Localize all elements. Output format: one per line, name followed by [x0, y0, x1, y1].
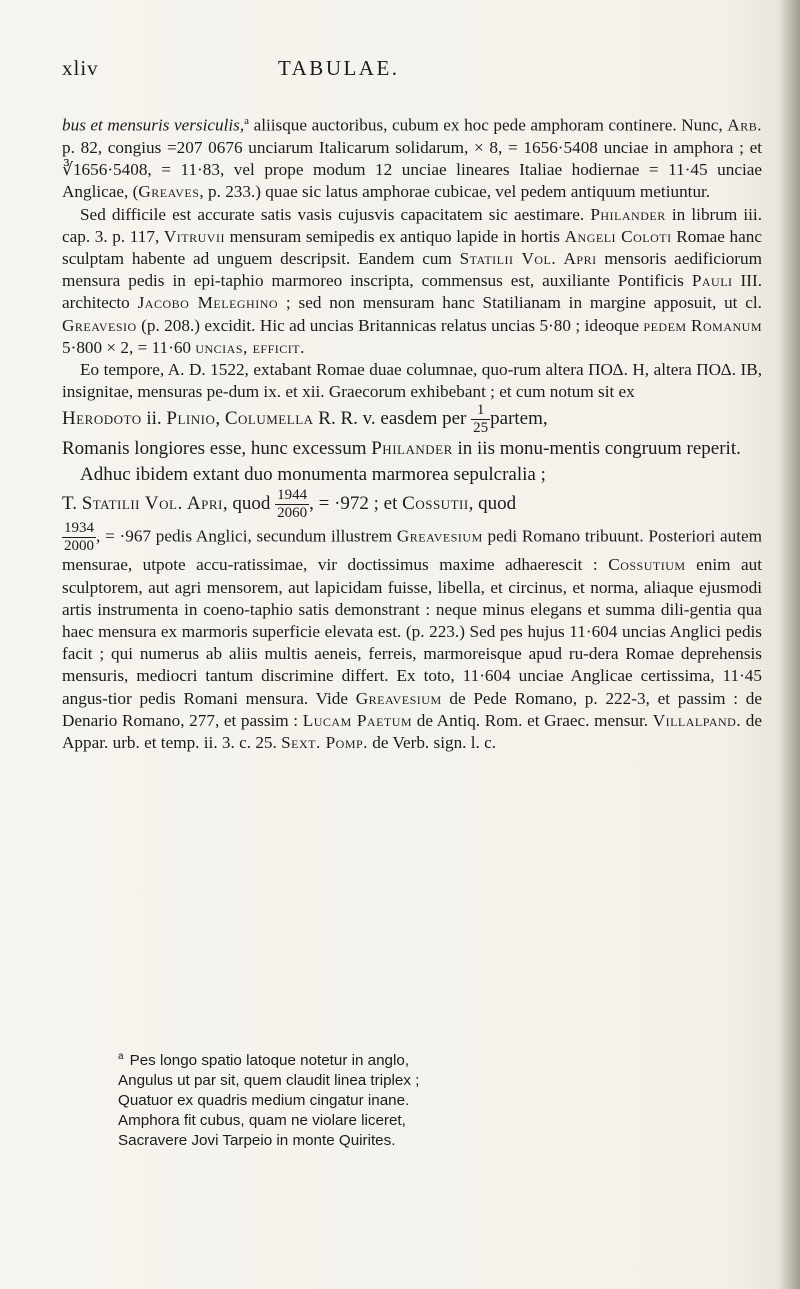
- footnote-text: Angulus ut par sit, quem claudit linea triplex ;: [118, 1072, 420, 1090]
- author-name: Herodoto: [62, 408, 142, 430]
- text-run: , = ·967 pedis Anglici, secundum illustrem: [96, 526, 397, 546]
- footnote-text: Sacravere Jovi Tarpeio in monte Quirites.: [118, 1132, 396, 1150]
- author-name: Villalpand.: [652, 710, 742, 730]
- author-name: Sext. Pomp.: [281, 733, 368, 752]
- fraction-numerator: 1: [471, 403, 490, 420]
- person-name: Cossutii: [402, 493, 469, 515]
- fraction: [62, 521, 96, 554]
- fraction-numerator: 1934: [64, 520, 94, 537]
- text-run: , p. 233.) quae sic latus amphorae cubicae, vel pedem antiquum metiuntur.: [199, 182, 711, 202]
- fraction: [275, 488, 309, 521]
- fraction-denominator: 25: [473, 420, 489, 437]
- italic-text: bus et mensuris versiculis,: [62, 115, 245, 135]
- page-header: [62, 50, 762, 86]
- page-gutter-shadow: [778, 0, 800, 1289]
- text-run: in librum iii. cap. 3. p. 117,: [62, 204, 763, 246]
- footnote-text: Quatuor ex quadris medium cingatur inane.: [118, 1092, 410, 1110]
- text-run: aliisque auctoribus, cubum ex hoc pede amphoram continere. Nunc,: [249, 115, 728, 135]
- text-run: ; sed non mensuram hanc Statilianam in margine apposuit, ut cl.: [278, 293, 762, 313]
- text-run: ii.: [141, 408, 167, 430]
- author-name: Columella: [224, 408, 314, 430]
- footnote-line: [118, 1111, 718, 1131]
- fraction: [471, 403, 490, 436]
- text-run: Sed difficile est accurate satis vasis cujusvis capacitatem sic aestimare.: [80, 204, 591, 224]
- running-head: TABULAE.: [278, 56, 400, 80]
- person-name: Statilii Vol. Apri: [81, 493, 223, 515]
- person-name: Jacobo Meleghino: [137, 293, 279, 313]
- text-run: T.: [62, 493, 82, 515]
- footnote-line: [118, 1071, 718, 1091]
- text-run: Romanis longiores esse, hunc excessum: [62, 438, 372, 460]
- author-name: Philander: [371, 438, 453, 460]
- footnote-line: [118, 1091, 718, 1111]
- text-run: (p. 208.) excidit. Hic ad uncias Britannicas relatus uncias 5·80 ; ideoque: [136, 315, 644, 335]
- paragraph-4-formula: [62, 488, 762, 521]
- paragraph-4: [62, 462, 762, 488]
- paragraph-4-body: [62, 521, 762, 754]
- author-name: Greaves: [138, 182, 200, 202]
- text-run: mensuram semipedis ex antiquo lapide in hortis: [224, 226, 565, 246]
- person-name: Angeli Coloti: [564, 226, 672, 246]
- person-name: Pauli: [691, 271, 733, 291]
- footnote-line: [118, 1131, 718, 1151]
- footnote: [118, 1047, 718, 1151]
- text-run: Romae hanc sculptam habente ad unguem descripsit. Eandem cum: [62, 226, 762, 268]
- author-name: Greavesium: [396, 526, 483, 546]
- fraction-denominator: 2000: [64, 538, 94, 555]
- text-run: de Antiq. Rom. et Graec. mensur.: [412, 710, 653, 730]
- text-run: de Verb. sign. l. c.: [367, 733, 497, 752]
- text-run: 5·800 × 2, = 11·60: [62, 337, 196, 357]
- author-name: Vitruvii: [163, 226, 225, 246]
- person-name: Statilii Vol. Apri: [459, 248, 597, 268]
- author-name: Greavesium: [355, 688, 442, 708]
- text-run: Eo tempore, A. D. 1522, extabant Romae duae columnae, quo-rum altera ΠΟΔ. H, altera ΠΟΔ. IB, insignitae, mensuras pe-dum ix. et xii. Graecorum exhibebant ; et cum notum sit ex: [62, 359, 762, 402]
- text-run: enim aut sculptorem, aut agri mensorem, aut lapicidam fuisse, libella, et circinus, et norma, aliaque ejusmodi artis instrumenta in coeno-taphio satis demonstrant : neque minus elegans et summa dili-gentia qua haec mensura ex marmoris superficie elevata est. (p. 223.) Sed pes hujus 11·604 uncias Anglici pedis facit ; qui numerus ab aliis multis aeneis, ferreis, marmoreisque apud ru-dera Romae deprehensis mensuris, mediocri tantum discrimine differt. Ex toto, 11·604 unciae Anglicae certissima, 11·45 angus-tior pedis Romani mensura. Vide: [62, 555, 762, 708]
- paragraph-3-cont: [62, 403, 762, 436]
- author-name: Lucam Paetum: [302, 710, 413, 730]
- footnote-ref: a: [244, 115, 250, 127]
- text-run: de Pede Romano, p. 222-3, et passim : de Denario Romano, 277, et passim :: [62, 688, 762, 730]
- text-run: III. architecto: [62, 271, 762, 313]
- text-run: partem,: [490, 408, 548, 430]
- main-text: [62, 110, 762, 754]
- fraction-numerator: 1944: [277, 487, 308, 504]
- paragraph-2: [62, 204, 762, 359]
- text-run: , = ·972 ; et: [309, 493, 403, 515]
- footnote-line: [118, 1047, 718, 1071]
- text-run: Adhuc ibidem extant duo monumenta marmorea sepulcralia ;: [80, 464, 546, 486]
- footnote-text: Amphora fit cubus, quam ne violare liceret,: [118, 1112, 406, 1130]
- text-run: de Appar. urb. et temp. ii. 3. c. 25.: [62, 710, 762, 752]
- text-run: R. R. v. easdem per: [313, 408, 472, 430]
- paragraph-3: [62, 359, 762, 403]
- footnote-text: Pes longo spatio latoque notetur in anglo,: [129, 1052, 410, 1070]
- author-name: Plinio: [166, 408, 216, 430]
- footnote-mark: a: [118, 1051, 124, 1062]
- term: uncias, efficit.: [195, 337, 305, 357]
- text-run: ,: [215, 408, 225, 430]
- paragraph-1: [62, 110, 762, 204]
- term: Romanum: [691, 315, 762, 335]
- text-run: , quod: [468, 493, 517, 515]
- author-name: Philander: [590, 204, 666, 224]
- paragraph-3-end: [62, 436, 762, 462]
- text-run: pedi Romano tribuunt. Posteriori autem mensurae, utpote accu-ratissimae, vir doctissimus maxime adhaerescit :: [62, 526, 762, 575]
- author-name: Arb.: [727, 115, 762, 135]
- text-run: , quod: [222, 493, 276, 515]
- person-name: Cossutium: [608, 555, 686, 575]
- fraction-denominator: 2060: [277, 505, 308, 522]
- text-run: p. 82, congius =207 0676 unciarum Italicarum solidarum, × 8, = 1656·5408 unciae in amphora ; et ∛1656·5408, = 11·83, vel prope modum 12 unciae lineares Italiae hodiernae = 11·45 unciae Anglicae, (: [62, 137, 762, 202]
- page-number: xliv: [62, 56, 99, 80]
- term: pedem: [643, 315, 687, 335]
- author-name: Greavesio: [62, 315, 137, 335]
- text-run: mensoris aedificiorum mensura pedis in epi-taphio marmoreo inscripta, commensus est, auxiliante Pontificis: [62, 248, 762, 291]
- text-run: in iis monu-mentis congruum reperit.: [452, 438, 741, 460]
